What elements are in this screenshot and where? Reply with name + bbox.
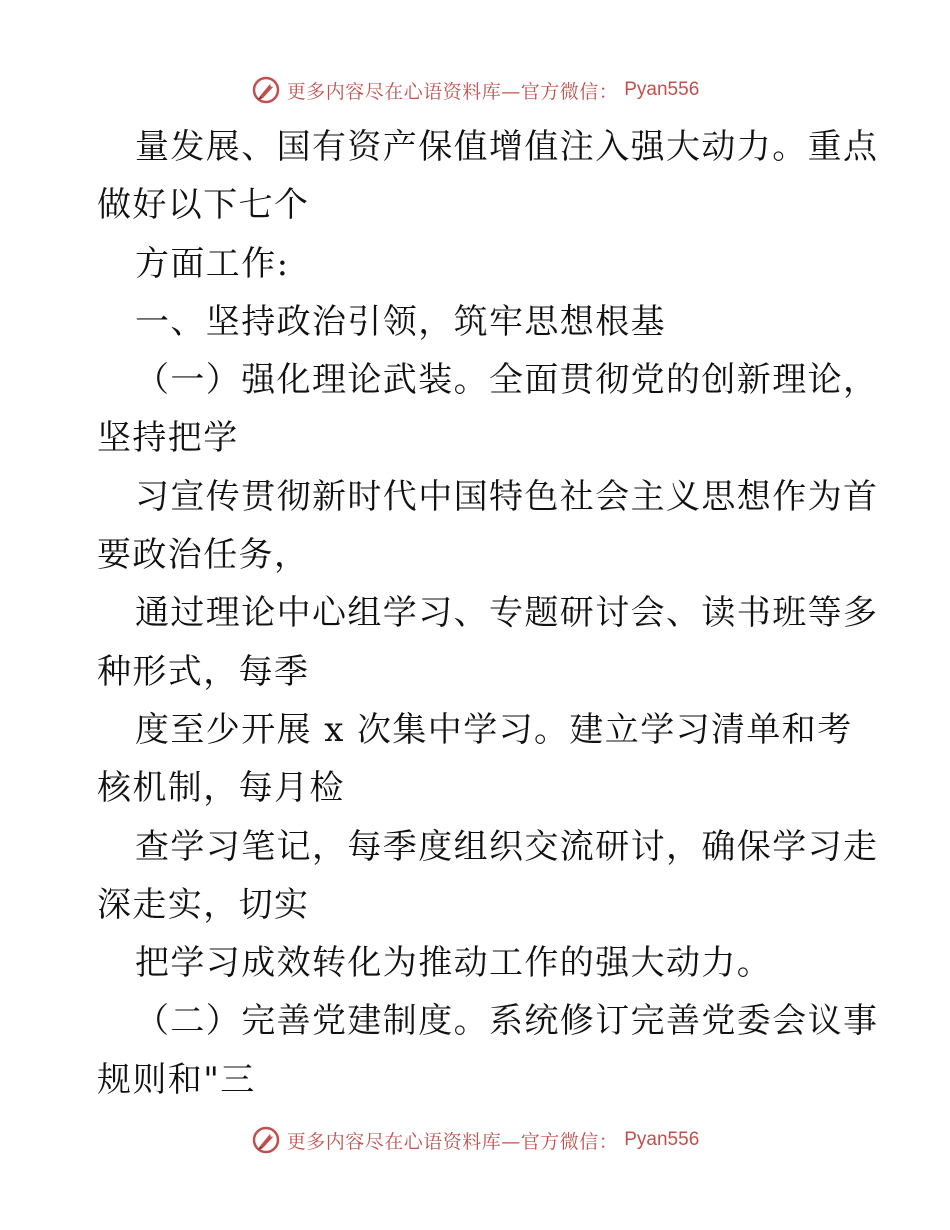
- text-line: 查学习笔记，每季度组织交流研讨，确保学习走: [135, 826, 879, 867]
- pen-nib-logo-icon: [251, 75, 281, 105]
- text-line: 习宣传贯彻新时代中国特色社会主义思想作为首: [135, 476, 879, 517]
- text-line: 规则和"三: [97, 1059, 256, 1100]
- text-line: 把学习成效转化为推动工作的强大动力。: [135, 943, 773, 984]
- text-line: 坚持把学: [97, 418, 239, 459]
- text-line: 深走实，切实: [97, 884, 310, 925]
- watermark-text: 更多内容尽在心语资料库—官方微信：: [286, 1130, 619, 1153]
- text-line: 一、坚持政治引领，筑牢思想根基: [135, 301, 666, 342]
- text-line: 方面工作:: [135, 243, 290, 284]
- watermark-wechat-id: Pyan556: [624, 79, 700, 100]
- text-line: 种形式，每季: [97, 651, 310, 692]
- text-line: 量发展、国有资产保值增值注入强大动力。重点: [135, 127, 879, 167]
- text-line: （一）强化理论武装。全面贯彻党的创新理论，: [135, 360, 879, 401]
- text-line: 通过理论中心组学习、专题研讨会、读书班等多: [135, 593, 879, 634]
- watermark-footer: [0, 1122, 950, 1158]
- watermark-header: [0, 72, 950, 108]
- text-line: （二）完善党建制度。系统修订完善党委会议事: [135, 1001, 879, 1042]
- watermark-wechat-id: Pyan556: [624, 1129, 700, 1150]
- text-line: 做好以下七个: [97, 185, 310, 226]
- document-body: [97, 118, 879, 1109]
- text-line: 核机制，每月检: [97, 768, 345, 809]
- text-line: 要政治任务，: [97, 535, 310, 576]
- text-line: 度至少开展 x 次集中学习。建立学习清单和考: [135, 709, 853, 750]
- watermark-text: 更多内容尽在心语资料库—官方微信：: [286, 80, 619, 103]
- pen-nib-logo-icon: [251, 1125, 281, 1155]
